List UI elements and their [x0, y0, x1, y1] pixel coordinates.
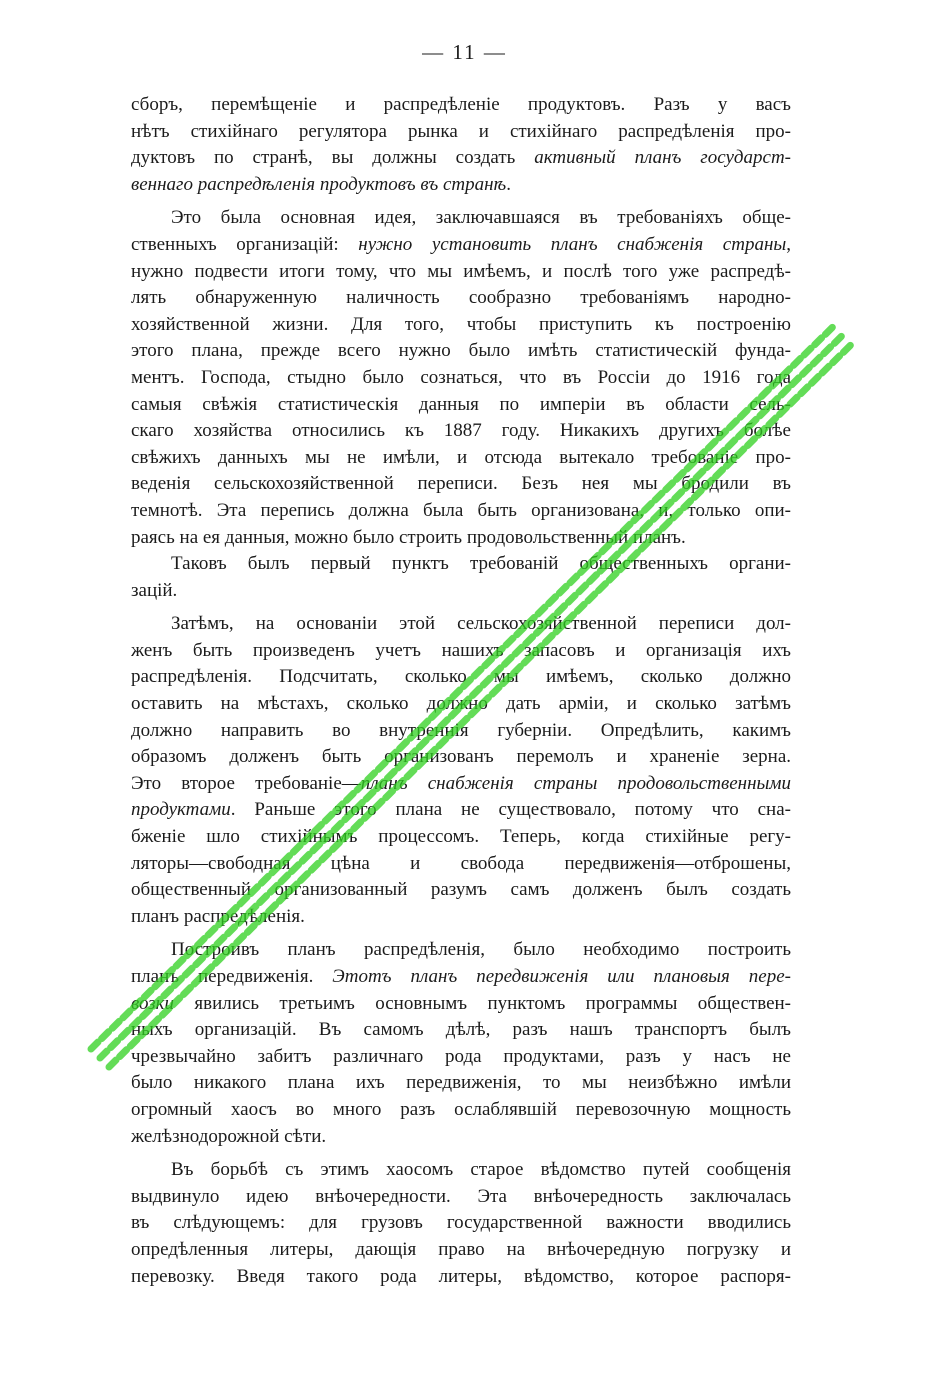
- watermark-mark: [109, 1060, 116, 1067]
- page-number: — 11 —: [422, 40, 507, 64]
- text-line: [131, 172, 791, 199]
- watermark-mark: [792, 378, 799, 385]
- text-run: чрезвычайно забитъ различнаго рода продуктами, разъ у насъ не: [131, 1045, 791, 1067]
- watermark-mark: [834, 336, 841, 343]
- text-run: ственныхъ организацій:: [131, 233, 359, 255]
- italic-text: возки: [131, 992, 175, 1014]
- text-run: распредѣленія. Подсчитать, сколько мы имѣемъ, сколько должно: [131, 666, 791, 688]
- text-run: хозяйственной жизни. Для того, чтобы приступить къ построенію: [131, 313, 791, 335]
- italic-text: планъ снабженія страны продовольственными: [360, 772, 791, 794]
- watermark-mark: [123, 1011, 130, 1018]
- text-run: нѣтъ стихійнаго регулятора рынка и стихійнаго распредѣленія про-: [131, 120, 791, 142]
- text-line: [131, 664, 791, 691]
- text-line: [131, 205, 791, 232]
- text-line: [131, 964, 791, 991]
- body-text: [131, 92, 791, 1290]
- text-run: нужно подвести итоги тому, что мы имѣемъ, и послѣ того уже распредѣ-: [131, 260, 791, 282]
- watermark-mark: [843, 345, 850, 352]
- text-run: желѣзнодорожной сѣти.: [131, 1125, 327, 1147]
- text-run: раясь на ея данныя, можно было строить продовольственный планъ.: [131, 526, 686, 548]
- text-line: [131, 1070, 791, 1097]
- text-run: ляторы—свободная цѣна и свобода передвиженія—отброшены,: [131, 852, 791, 874]
- text-line: [131, 991, 791, 1018]
- text-line: [131, 1210, 791, 1237]
- text-line: [131, 285, 791, 312]
- text-line: [131, 498, 791, 525]
- text-line: [131, 797, 791, 824]
- text-line: [131, 718, 791, 745]
- text-run: Затѣмъ, на основаніи этой сельскохозяйственной переписи дол-: [171, 613, 791, 635]
- watermark-mark: [804, 348, 811, 355]
- text-line: [131, 1124, 791, 1151]
- watermark-mark: [801, 387, 808, 394]
- watermark-mark: [100, 1051, 107, 1058]
- text-line: [131, 551, 791, 578]
- text-line: [131, 937, 791, 964]
- text-line: [131, 445, 791, 472]
- text-run: общественный организованный разумъ самъ долженъ былъ создать: [131, 879, 791, 901]
- text-run: въ слѣдующемъ: для грузовъ государственной важности вводились: [131, 1212, 791, 1234]
- text-run: ментъ. Господа, стыдно было сознаться, что въ Россіи до 1916 года: [131, 366, 791, 388]
- watermark-mark: [822, 366, 829, 373]
- text-run: Построивъ планъ распредѣленія, было необходимо построить: [171, 939, 791, 961]
- text-run: сборъ, перемѣщеніе и распредѣленіе продуктовъ. Разъ у васъ: [131, 94, 791, 115]
- text-run: было никакого плана ихъ передвиженія, то мы неизбѣжно имѣли: [131, 1072, 791, 1094]
- text-line: [131, 1017, 791, 1044]
- text-line: [131, 365, 791, 392]
- text-line: [131, 525, 791, 552]
- italic-text: веннаго распредѣленія продуктовъ въ странѣ: [131, 173, 507, 195]
- text-line: [131, 392, 791, 419]
- watermark-mark: [102, 1032, 109, 1039]
- watermark-mark: [802, 367, 809, 374]
- text-line: [131, 119, 791, 146]
- italic-text: Этотъ планъ передвиженія или плановыя пере-: [332, 966, 791, 987]
- text-run: лять обнаруженную наличность сообразно требованіямъ народно-: [131, 287, 791, 309]
- text-line: [131, 1184, 791, 1211]
- text-line: [131, 611, 791, 638]
- text-run: планъ распредѣленія.: [131, 905, 305, 927]
- text-run: самыя свѣжія статистическія данныя по имперіи въ области сель-: [131, 393, 791, 415]
- watermark-mark: [790, 397, 797, 404]
- text-line: [131, 744, 791, 771]
- text-run: перевозку. Введя такого рода литеры, вѣдомство, которое распоря-: [131, 1265, 791, 1287]
- watermark-mark: [120, 1050, 127, 1057]
- text-line: [131, 638, 791, 665]
- text-line: [131, 1044, 791, 1071]
- text-run: зацій.: [131, 579, 178, 601]
- watermark-mark: [824, 347, 831, 354]
- text-line: [131, 312, 791, 339]
- text-run: бженіе шло стихійнымъ процессомъ. Теперь, когда стихійные регу-: [131, 826, 791, 848]
- watermark-mark: [111, 1041, 118, 1048]
- text-run: огромный хаосъ во много разъ ослаблявшій перевозочную мощность: [131, 1098, 791, 1120]
- text-run: планъ передвиженія.: [131, 966, 333, 987]
- watermark-mark: [121, 1030, 128, 1037]
- text-run: . Раньше этого плана не существовало, потому что сна-: [230, 799, 791, 821]
- text-run: ,: [786, 233, 791, 255]
- text-run: Это была основная идея, заключавшаяся въ требованіяхъ обще-: [171, 207, 791, 229]
- text-line: [131, 338, 791, 365]
- text-run: дуктовъ по странѣ, вы должны создать: [131, 147, 535, 169]
- text-run: скаго хозяйства относились къ 1887 году. Никакихъ другихъ болѣе: [131, 420, 791, 442]
- text-run: ныхъ организацій. Въ самомъ дѣлѣ, разъ нашъ транспортъ былъ: [131, 1019, 791, 1041]
- watermark-mark: [825, 327, 832, 334]
- watermark-mark: [813, 357, 820, 364]
- text-run: .: [506, 173, 511, 195]
- text-run: Это второе требованіе—: [131, 772, 361, 794]
- text-line: [131, 1097, 791, 1124]
- text-line: [131, 851, 791, 878]
- text-run: образомъ долженъ быть организованъ перемолъ и храненіе зерна.: [131, 746, 791, 768]
- text-run: Таковъ былъ первый пунктъ требованій общественныхъ органи-: [171, 553, 791, 575]
- text-line: [131, 691, 791, 718]
- text-line: [131, 578, 791, 605]
- italic-text: нужно установить планъ снабженія страны: [358, 233, 787, 255]
- text-run: свѣжихъ данныхъ мы не имѣли, и отсюда вытекало требованіе про-: [131, 446, 791, 468]
- text-line: [131, 471, 791, 498]
- text-run: этого плана, прежде всего нужно было имѣть статистическій фунда-: [131, 340, 791, 362]
- text-line: [131, 145, 791, 172]
- text-run: темнотѣ. Эта перепись должна была быть организована, и, только опи-: [131, 499, 791, 521]
- watermark-mark: [112, 1021, 119, 1028]
- italic-text: активный планъ государст-: [534, 147, 791, 169]
- text-run: оставить на мѣстахъ, сколько должно дать арміи, и сколько затѣмъ: [131, 693, 791, 715]
- text-line: [131, 1264, 791, 1291]
- text-run: опредѣленныя литеры, дающія право на внѣочередную погрузку и: [131, 1238, 791, 1260]
- watermark-mark: [833, 356, 840, 363]
- text-line: [131, 259, 791, 286]
- watermark-mark: [793, 358, 800, 365]
- watermark-mark: [811, 376, 818, 383]
- text-line: [131, 1237, 791, 1264]
- text-run: выдвинуло идею внѣочередности. Эта внѣочередность заключалась: [131, 1185, 791, 1207]
- text-line: [131, 824, 791, 851]
- text-line: [131, 418, 791, 445]
- watermark-mark: [815, 338, 822, 345]
- text-line: [131, 232, 791, 259]
- text-run: женъ быть произведенъ учетъ нашихъ запасовъ и организація ихъ: [131, 639, 791, 661]
- italic-text: продуктами: [131, 799, 231, 821]
- text-run: должно направить во внутреннія губерніи. Опредѣлить, какимъ: [131, 719, 791, 741]
- text-run: явились третьимъ основнымъ пунктомъ программы обществен-: [174, 992, 791, 1014]
- text-line: [131, 1157, 791, 1184]
- text-line: [131, 771, 791, 798]
- text-line: [131, 904, 791, 931]
- text-line: [131, 92, 791, 119]
- text-run: веденія сельскохозяйственной переписи. Безъ нея мы бродили въ: [131, 473, 791, 495]
- watermark-mark: [91, 1042, 98, 1049]
- text-line: [131, 877, 791, 904]
- text-run: Въ борьбѣ съ этимъ хаосомъ старое вѣдомство путей сообщенія: [171, 1159, 791, 1181]
